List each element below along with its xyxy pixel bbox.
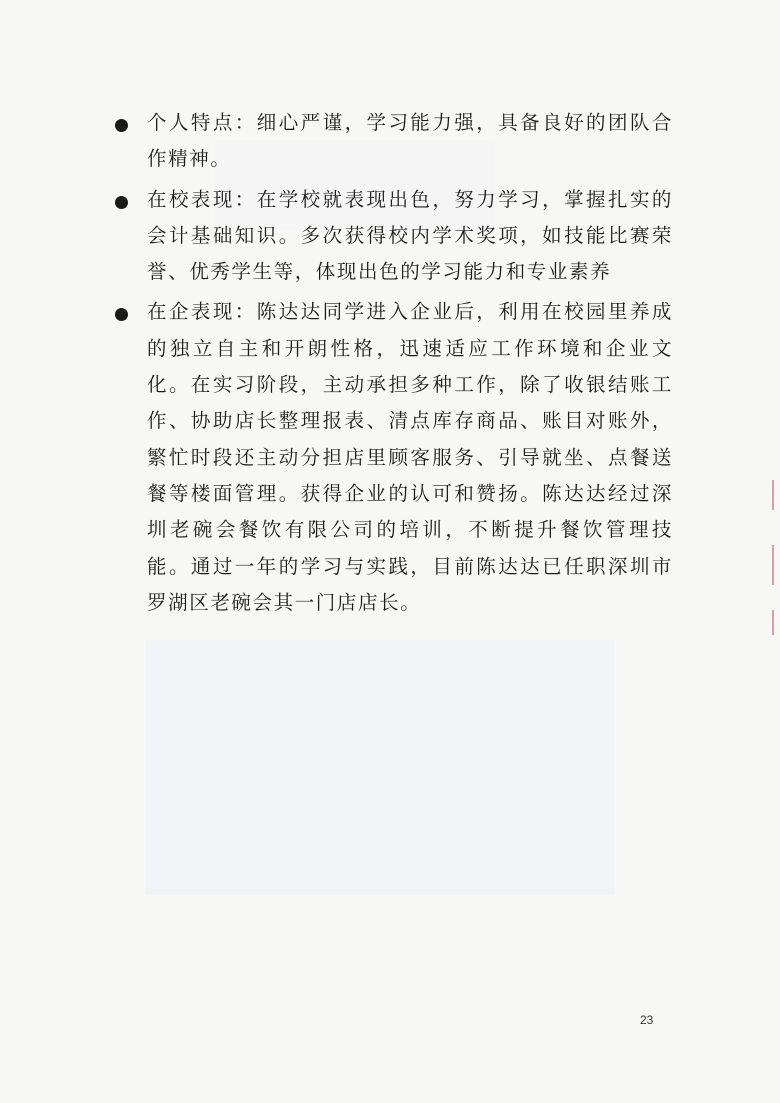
bullet-item-school xyxy=(113,182,673,291)
scan-edge-mark xyxy=(772,545,774,585)
scan-edge-mark xyxy=(772,480,774,510)
bullet-dot-icon xyxy=(115,308,128,321)
bullet-item-enterprise xyxy=(113,294,673,621)
bullet-text: 个人特点：细心严谨，学习能力强，具备良好的团队合作精神。 xyxy=(147,111,673,171)
bleed-through-shadow xyxy=(145,640,615,895)
bullet-list xyxy=(113,105,673,625)
bullet-dot-icon xyxy=(115,119,128,132)
bullet-dot-icon xyxy=(115,196,128,209)
scan-edge-mark xyxy=(772,610,774,635)
bullet-text: 在企表现：陈达达同学进入企业后，利用在校园里养成的独立自主和开朗性格，迅速适应工作环境和企业文化。在实习阶段，主动承担多种工作，除了收银结账工作、协助店长整理报表、清点库存商品、账目对账外，繁忙时段还主动分担店里顾客服务、引导就坐、点餐送餐等楼面管理。获得企业的认可和赞扬。陈达达经过深圳老碗会餐饮有限公司的培训，不断提升餐饮管理技能。通过一年的学习与实践，目前陈达达已任职深圳市罗湖区老碗会其一门店店长。 xyxy=(147,300,673,614)
page-number: 23 xyxy=(640,1013,654,1027)
bullet-item-personal xyxy=(113,105,673,178)
bullet-text: 在校表现：在学校就表现出色，努力学习，掌握扎实的会计基础知识。多次获得校内学术奖项，如技能比赛荣誉、优秀学生等，体现出色的学习能力和专业素养 xyxy=(147,187,673,284)
